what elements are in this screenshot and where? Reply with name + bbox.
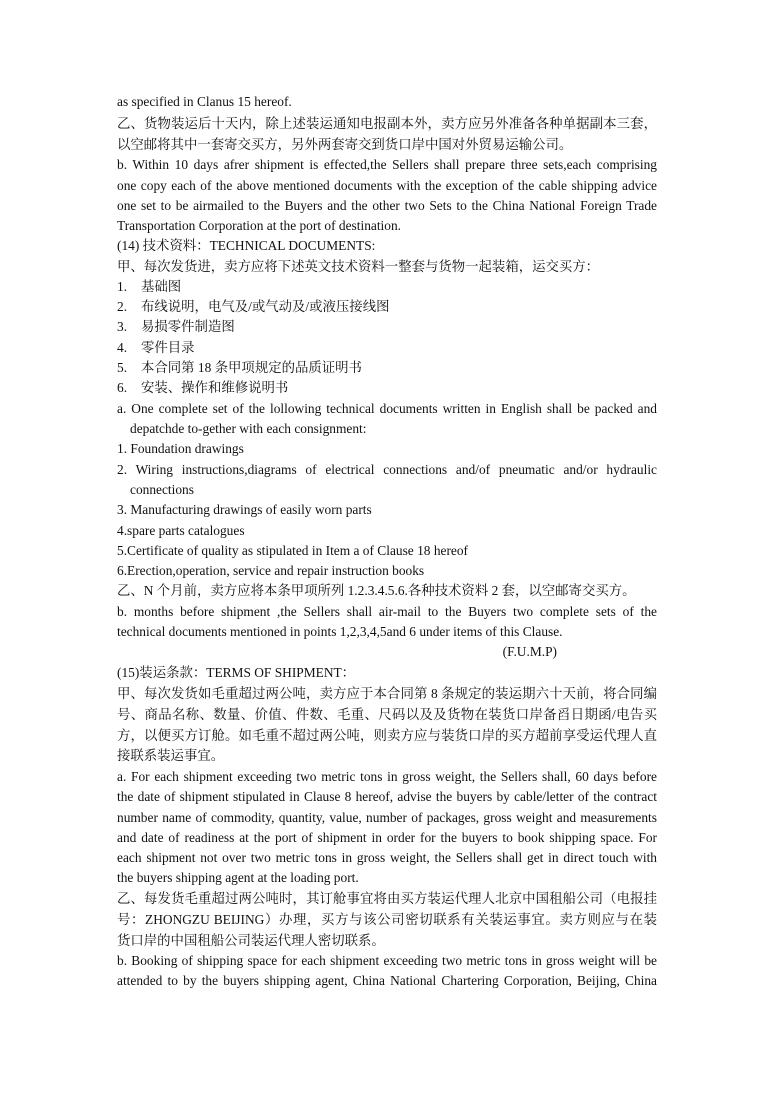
- text-line: b. Within 10 days afrer shipment is effected,the Sellers shall prepare three sets,each comprising: [117, 157, 657, 172]
- section-heading: (15)装运条款：TERMS OF SHIPMENT：: [117, 665, 356, 680]
- list-text: 易损零件制造图: [141, 319, 235, 334]
- list-item: [117, 317, 657, 337]
- text-line: depatchde to-gether with each consignment:: [130, 421, 367, 436]
- list-text: 布线说明，电气及/或气动及/或液压接线图: [141, 299, 390, 314]
- text-line: 乙、每发货毛重超过两公吨时，其订舱事宜将由买方装运代理人北京中国租船公司（电报挂: [117, 891, 657, 906]
- text-line: 5.Certificate of quality as stipulated in Item a of Clause 18 hereof: [117, 543, 469, 558]
- text-line: 接联系装运事宜。: [117, 748, 225, 763]
- text-line: 3. Manufacturing drawings of easily worn parts: [117, 502, 372, 517]
- text-line: number name of commodity, quantity, value, number of packages, gross weight and measurements: [117, 810, 657, 825]
- text-line: 1. Foundation drawings: [117, 441, 244, 456]
- text-line: Transportation Corporation at the port of destination.: [117, 218, 402, 233]
- list-item: [117, 277, 657, 297]
- list-text: 基础图: [141, 279, 182, 294]
- text-line: and date of readiness at the port of shipment in order for the buyers to book shipping space. For: [117, 830, 657, 845]
- text-line: a. One complete set of the lollowing technical documents written in English shall be packed and: [117, 401, 657, 416]
- list-item: [117, 378, 657, 398]
- text-line: 货口岸的中国租船公司装运代理人密切联系。: [117, 933, 385, 948]
- text-line: 号、商品名称、数量、价值、件数、毛重、尺码以及及货物在装货口岸备舀日期函/电告买: [117, 707, 657, 722]
- text-line: the buyers shipping agent at the loading port.: [117, 870, 359, 885]
- text-line: 2. Wiring instructions,diagrams of electrical connections and/of pneumatic and/or hydraulic: [117, 462, 657, 477]
- text-line: connections: [130, 482, 194, 497]
- list-number: 6.: [117, 380, 128, 395]
- list-item: [117, 297, 657, 317]
- list-number: 2.: [117, 299, 128, 314]
- list-text: 本合同第 18 条甲项规定的品质证明书: [141, 360, 362, 375]
- text-line: 6.Erection,operation, service and repair instruction books: [117, 563, 425, 578]
- list-number: 3.: [117, 319, 128, 334]
- text-line: a. For each shipment exceeding two metric tons in gross weight, the Sellers shall, 60 days before: [117, 769, 657, 784]
- text-line: each shipment not over two metric tons in gross weight, the Sellers shall get in direct touch with: [117, 850, 657, 865]
- text-line: 方，以便买方订舱。如毛重不超过两公吨，则卖方应与装货口岸的买方超前享受运代理人直: [117, 728, 657, 743]
- text-line: 以空邮将其中一套寄交买方，另外两套寄交到货口岸中国对外贸易运输公司。: [117, 137, 573, 152]
- list-item: [117, 358, 657, 378]
- list-number: 4.: [117, 340, 128, 355]
- text-line: 甲、每次发货进，卖方应将下述英文技术资料一整套与货物一起装箱，运交买方：: [117, 259, 600, 274]
- text-line: 甲、每次发货如毛重超过两公吨，卖方应于本合同第 8 条规定的装运期六十天前，将合同编: [117, 686, 657, 701]
- text-line: technical documents mentioned in points 1,2,3,4,5and 6 under items of this Clause.: [117, 624, 563, 639]
- text-line: the date of shipment stipulated in Clause 8 hereof, advise the buyers by cable/letter of the contract: [117, 789, 657, 804]
- list-text: 安装、操作和维修说明书: [141, 380, 289, 395]
- text-line: as specified in Clanus 15 hereof.: [117, 94, 292, 109]
- text-line: 乙、N 个月前，卖方应将本条甲项所列 1.2.3.4.5.6.各种技术资料 2 套，以空邮寄交买方。: [117, 583, 636, 598]
- text-line: 号：ZHONGZU BEIJING）办理，买方与该公司密切联系有关装运事宜。卖方则应与在装: [117, 912, 657, 927]
- list-text: 零件目录: [141, 340, 195, 355]
- text-line: 乙、货物装运后十天内，除上述装运通知电报副本外，卖方应另外准备各种单据副本三套，: [117, 116, 657, 131]
- text-line: b. Booking of shipping space for each shipment exceeding two metric tons in gross weight will be: [117, 953, 657, 968]
- fump-note: (F.U.M.P): [502, 644, 557, 659]
- list-item: [117, 338, 657, 358]
- section-heading: (14) 技术资料：TECHNICAL DOCUMENTS:: [117, 238, 376, 253]
- list-number: 1.: [117, 279, 128, 294]
- text-line: b. months before shipment ,the Sellers shall air-mail to the Buyers two complete sets of the: [117, 604, 657, 619]
- text-line: one set to be airmailed to the Buyers and the other two Sets to the China National Foreign Trade: [117, 198, 657, 213]
- text-line: one copy each of the above mentioned documents with the exception of the cable shipping advice: [117, 178, 657, 193]
- text-line: 4.spare parts catalogues: [117, 523, 245, 538]
- list-number: 5.: [117, 360, 128, 375]
- text-line: attended to by the buyers shipping agent, China National Chartering Corporation, Beijing, China: [117, 973, 657, 988]
